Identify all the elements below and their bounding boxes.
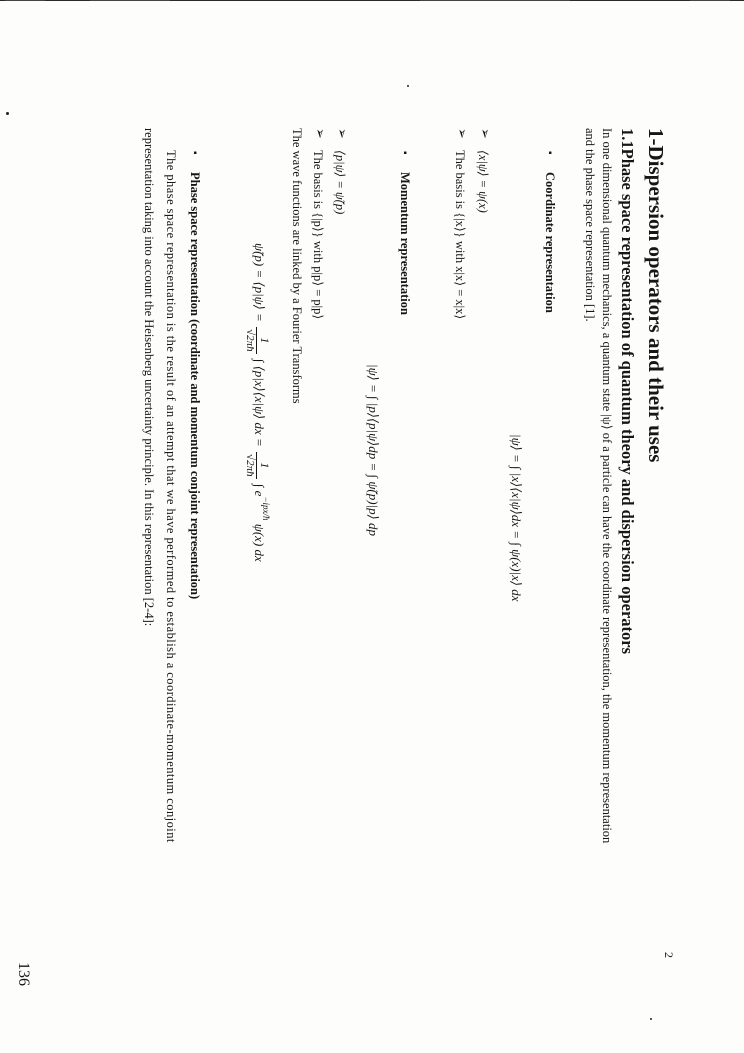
fraction-numerator: 1 xyxy=(256,452,272,479)
fourier-left: ψ̃(p) = ⟨p|ψ⟩ = xyxy=(252,243,268,322)
coordinate-item-a: ⟨x|ψ⟩ = ψ(x) xyxy=(476,150,490,213)
fraction xyxy=(244,327,272,354)
coordinate-item-b: The basis is {|x⟩} with x|x⟩ = x|x⟩ xyxy=(453,150,467,320)
fourier-equation xyxy=(244,243,272,562)
fraction-denominator: √2πħ xyxy=(244,454,256,477)
fourier-right: ∫ e xyxy=(252,483,268,497)
footer-number: 2 xyxy=(662,952,676,958)
bullet-marker: ▪ xyxy=(544,151,555,155)
fraction-numerator: 1 xyxy=(256,327,272,354)
bullet-marker: ▪ xyxy=(399,151,410,155)
bullet-marker: ▪ xyxy=(189,151,200,155)
fraction xyxy=(244,452,272,479)
fraction-denominator: √2πħ xyxy=(244,329,256,352)
arrow-marker: ➢ xyxy=(312,128,327,139)
arrow-marker: ➢ xyxy=(454,128,469,139)
arrow-marker: ➢ xyxy=(477,128,492,139)
phase-paragraph-line-2: representation taking into account the Heisenberg uncertainty principle. In this representation [2-4]: xyxy=(142,128,156,627)
momentum-item-b: The basis is {|p⟩} with p|p⟩ = p|p⟩ xyxy=(311,150,325,320)
phase-heading: Phase space representation (coordinate and momentum conjoint representation) xyxy=(188,172,202,600)
momentum-equation: |ψ⟩ = ∫ |p⟩⟨p|ψ⟩dp = ∫ ψ̃(p)|p⟩ dp xyxy=(366,364,381,536)
fourier-exponent: −ipx/ħ xyxy=(261,496,272,521)
subsection-title: 1.1Phase space representation of quantum theory and dispersion operators xyxy=(618,128,637,655)
momentum-item-a: ⟨p|ψ⟩ = ψ̃(p) xyxy=(333,150,347,215)
fourier-tail: ψ(x) dx xyxy=(252,523,268,562)
page-number: 136 xyxy=(15,962,32,986)
coordinate-equation: |ψ⟩ = ∫ |x⟩⟨x|ψ⟩dx = ∫ ψ(x)|x⟩ dx xyxy=(509,434,524,602)
section-title: 1-Dispersion operators and their uses xyxy=(644,128,668,463)
momentum-heading: Momentum representation xyxy=(398,172,412,315)
coordinate-heading: Coordinate representation xyxy=(543,172,557,313)
phase-paragraph-line-1: The phase space representation is the result of an attempt that we have performed to establish a coordinate-momentum conjoint xyxy=(164,150,178,843)
intro-line-1: In one dimensional quantum mechanics, a quantum state |ψ⟩ of a particle can have the coordinate representation, the momentum representation xyxy=(600,128,614,844)
arrow-marker: ➢ xyxy=(334,128,349,139)
fourier-sentence: The wave functions are linked by a Fourier Transforms xyxy=(290,128,304,404)
fourier-middle: ∫ ⟨p|x⟩⟨x|ψ⟩ dx = xyxy=(252,358,268,447)
intro-line-2: and the phase space representation [1]. xyxy=(583,128,597,322)
